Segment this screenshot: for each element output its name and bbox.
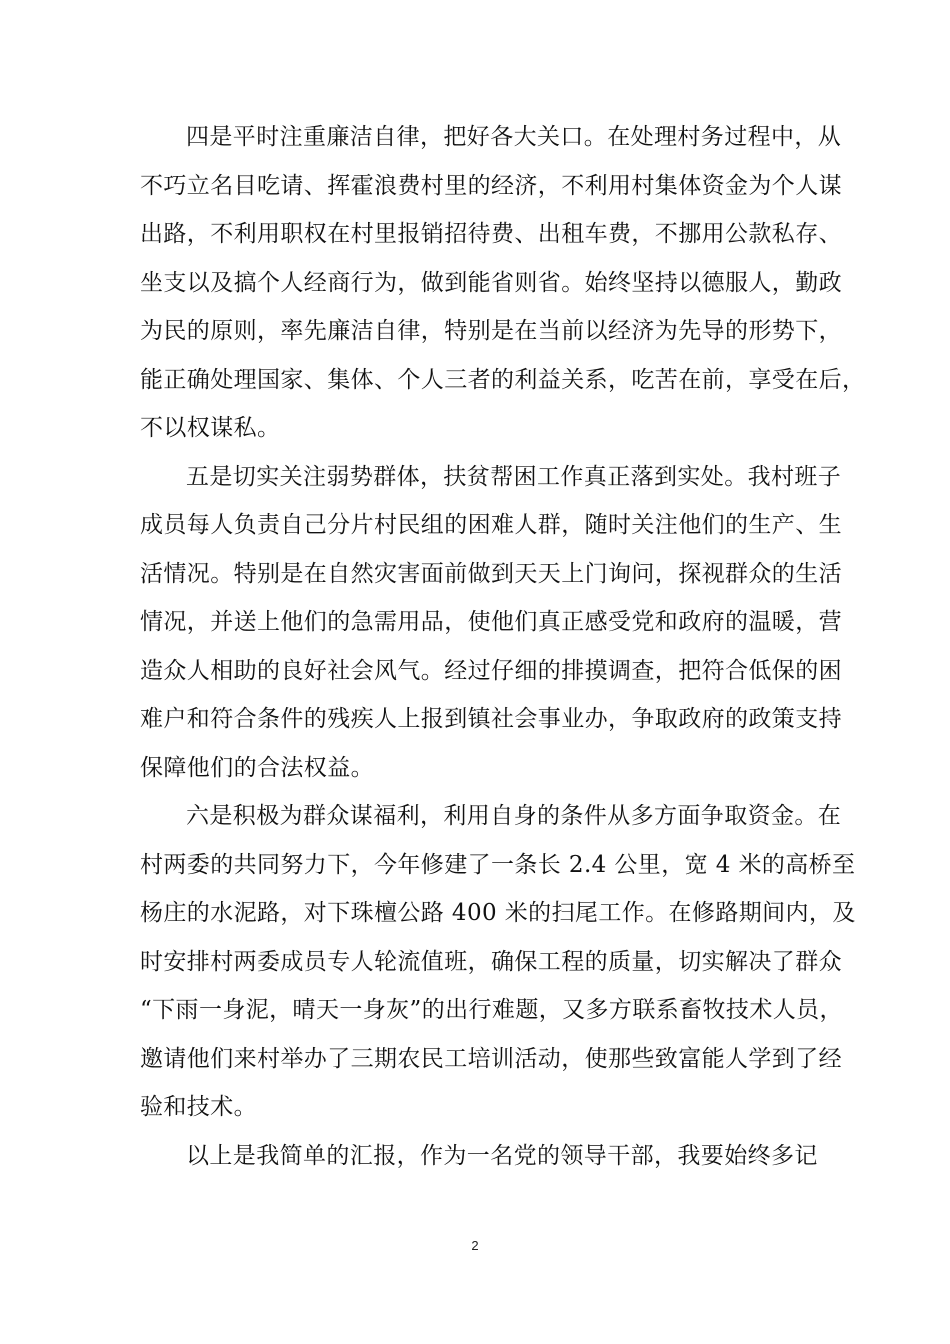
document-body [140, 113, 866, 1180]
paragraph-line: 四是平时注重廉洁自律，把好各大关口。在处理村务过程中，从 [186, 124, 842, 150]
paragraph-integrity [140, 113, 866, 453]
paragraph-line: 五是切实关注弱势群体，扶贫帮困工作真正落到实处。我村班子 [186, 463, 842, 490]
paragraph-line: 为民的原则，率先廉洁自律，特别是在当前以经济为先导的形势下， [140, 318, 842, 344]
paragraph-line: 成员每人负责自己分片村民组的困难人群，随时关注他们的生产、生 [140, 512, 842, 538]
paragraph-line: 杨庄的水泥路，对下珠檀公路 400 米的扫尾工作。在修路期间内，及 [140, 900, 856, 926]
paragraph-line: 邀请他们来村举办了三期农民工培训活动，使那些致富能人学到了经 [140, 1045, 842, 1072]
paragraph-line: 活情况。特别是在自然灾害面前做到天天上门询问，探视群众的生活 [140, 560, 842, 587]
paragraph-line: 六是积极为群众谋福利，利用自身的条件从多方面争取资金。在 [186, 803, 842, 829]
paragraph-line: 造众人相助的良好社会风气。经过仔细的排摸调查，把符合低保的困 [140, 657, 842, 684]
paragraph-welfare [140, 792, 856, 1132]
paragraph-line: 情况，并送上他们的急需用品，使他们真正感受党和政府的温暖，营 [140, 609, 842, 635]
paragraph-line: “下雨一身泥，晴天一身灰”的出行难题，又多方联系畜牧技术人员， [140, 997, 843, 1023]
paragraph-line: 不巧立名目吃请、挥霍浪费村里的经济，不利用村集体资金为个人谋 [140, 172, 842, 199]
paragraph-line: 出路，不利用职权在村里报销招待费、出租车费，不挪用公款私存、 [140, 221, 842, 247]
paragraph-line: 验和技术。 [140, 1094, 257, 1120]
paragraph-line: 不以权谋私。 [140, 415, 281, 441]
paragraph-line: 村两委的共同努力下，今年修建了一条长 2.4 公里，宽 4 米的高桥至 [140, 851, 856, 878]
paragraph-conclusion [140, 1132, 830, 1181]
paragraph-line: 时安排村两委成员专人轮流值班，确保工程的质量，切实解决了群众 [140, 948, 842, 975]
paragraph-line: 以上是我简单的汇报，作为一名党的领导干部，我要始终多记 [186, 1142, 818, 1169]
paragraph-line: 难户和符合条件的残疾人上报到镇社会事业办，争取政府的政策支持 [140, 706, 842, 732]
paragraph-line: 坐支以及搞个人经商行为，做到能省则省。始终坚持以德服人，勤政 [140, 269, 842, 296]
page-number: 2 [471, 1238, 479, 1253]
paragraph-vulnerable-groups [140, 453, 842, 793]
paragraph-line: 保障他们的合法权益。 [140, 754, 374, 781]
paragraph-line: 能正确处理国家、集体、个人三者的利益关系，吃苦在前，享受在后， [140, 366, 866, 393]
